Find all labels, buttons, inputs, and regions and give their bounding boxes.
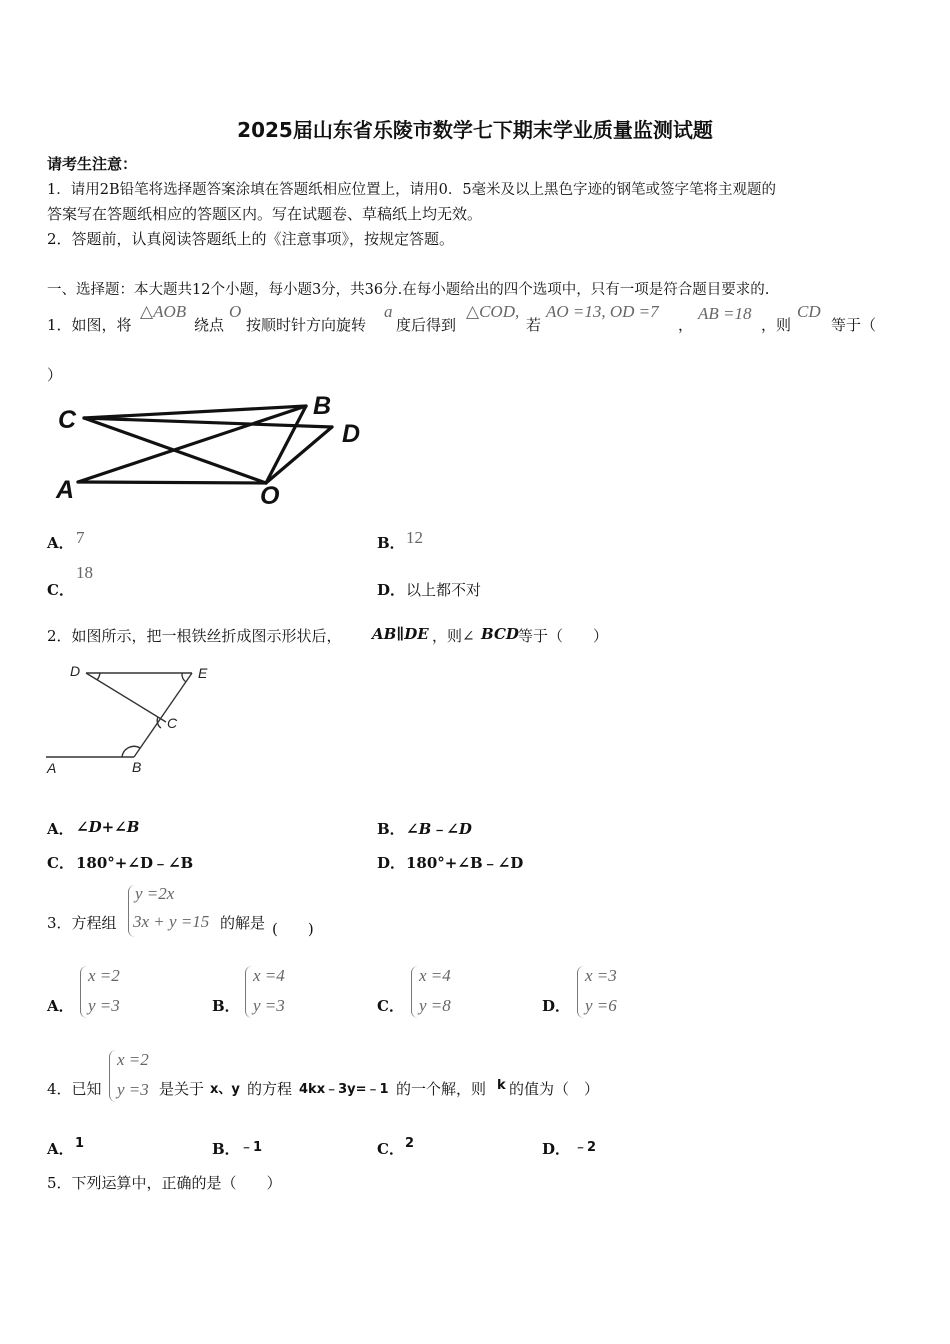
notice-heading: 请考生注意： bbox=[47, 155, 138, 173]
q2-text-b: ，则∠ bbox=[432, 627, 475, 645]
q2-segment-eb bbox=[134, 673, 192, 757]
q3-option-d-line-1: x =3 bbox=[585, 966, 617, 985]
q1-text-4: 若 bbox=[526, 316, 542, 334]
q1-comma: ， bbox=[678, 316, 694, 334]
question-5: 5．下列运算中，正确的是（ ） bbox=[47, 1174, 282, 1192]
q4-option-d-label: D． bbox=[542, 1140, 571, 1158]
notice-line-1: 1．请用2B铅笔将选择题答案涂填在答题纸相应位置上，请用0．5毫米及以上黑色字迹的钢笔或签字笔将主观题的 bbox=[47, 182, 777, 198]
q1-close-paren: ） bbox=[47, 366, 63, 384]
q4-tail-c: 的一个解，则 bbox=[396, 1080, 487, 1098]
q4-tail-a: 是关于 bbox=[159, 1080, 205, 1098]
q4-option-d-value: ﹣2 bbox=[574, 1140, 597, 1155]
q4-line-1: x =2 bbox=[117, 1050, 149, 1069]
q1-label-d: D bbox=[342, 420, 361, 448]
q1-triangle-cod: △COD, bbox=[466, 302, 520, 321]
q1-condition-1: AO =13, OD =7 bbox=[546, 302, 659, 321]
q2-angle-mark-e bbox=[182, 673, 186, 682]
q1-segment-ao bbox=[78, 482, 266, 483]
q2-option-c-value: 180°+∠D﹣∠B bbox=[76, 854, 194, 872]
q3-option-c-line-2: y =8 bbox=[419, 996, 451, 1015]
q4-option-b-label: B． bbox=[212, 1140, 240, 1158]
q1-prefix: 1．如图，将 bbox=[47, 316, 132, 334]
q3-option-d-line-2: y =6 bbox=[585, 996, 617, 1015]
q2-option-d-value: 180°+∠B﹣∠D bbox=[406, 854, 524, 872]
q1-figure bbox=[50, 390, 380, 515]
q3-prefix: 3．方程组 bbox=[47, 914, 117, 932]
q2-relation: AB∥DE bbox=[372, 625, 429, 643]
q4-variable-k: k bbox=[497, 1078, 506, 1093]
q1-option-b-value: 12 bbox=[406, 528, 423, 547]
q1-option-a-label: A． bbox=[47, 534, 74, 552]
q3-option-b-label: B． bbox=[212, 997, 240, 1015]
q1-point-o: O bbox=[229, 302, 242, 321]
q4-system-brace bbox=[109, 1050, 116, 1102]
q3-equation-1: y =2x bbox=[135, 884, 175, 903]
q1-option-c-label: C． bbox=[47, 581, 74, 599]
q4-option-b-value: ﹣1 bbox=[240, 1140, 263, 1155]
q3-option-b-brace bbox=[245, 966, 252, 1018]
q4-equation: 4kx﹣3y=﹣1 bbox=[299, 1082, 389, 1097]
q4-option-c-label: C． bbox=[377, 1140, 404, 1158]
q3-option-b-line-2: y =3 bbox=[253, 996, 285, 1015]
q1-triangle-aob: △AOB bbox=[140, 302, 187, 321]
q2-text-a: 2．如图所示，把一根铁丝折成图示形状后， bbox=[47, 627, 342, 645]
q4-tail-d: 的值为（ ） bbox=[509, 1080, 600, 1098]
q2-option-a-value: ∠D+∠B bbox=[76, 818, 140, 836]
q2-segment-dc bbox=[86, 673, 166, 722]
q1-segment-od bbox=[266, 427, 332, 483]
q1-label-a: A bbox=[56, 476, 75, 504]
notice-line-3: 2．答题前，认真阅读答题纸上的《注意事项》，按规定答题。 bbox=[47, 230, 455, 248]
q2-label-d: D bbox=[70, 663, 81, 679]
q3-tail: 的解是 bbox=[220, 914, 266, 932]
q2-option-d-label: D． bbox=[377, 854, 406, 872]
q4-option-a-value: 1 bbox=[75, 1136, 85, 1151]
q3-option-c-label: C． bbox=[377, 997, 404, 1015]
q2-text-c: 等于（ ） bbox=[518, 627, 609, 645]
q1-option-b-label: B． bbox=[377, 534, 405, 552]
q1-label-o: O bbox=[260, 482, 280, 510]
q2-angle-mark-d bbox=[97, 673, 100, 680]
q1-option-d-label: D． bbox=[377, 581, 406, 599]
q2-label-a: A bbox=[47, 760, 57, 776]
q3-option-a-brace bbox=[80, 966, 87, 1018]
q2-label-e: E bbox=[198, 665, 208, 681]
q3-paren: ( ) bbox=[272, 920, 314, 938]
q1-text-1: 绕点 bbox=[194, 316, 225, 334]
q4-prefix: 4．已知 bbox=[47, 1080, 102, 1098]
q2-label-c: C bbox=[167, 715, 178, 731]
q1-option-d-value: 以上都不对 bbox=[406, 581, 482, 599]
q1-angle-a: a bbox=[384, 302, 393, 321]
q1-option-a-value: 7 bbox=[76, 528, 85, 547]
q2-option-c-label: C． bbox=[47, 854, 74, 872]
q2-option-b-value: ∠B﹣∠D bbox=[406, 820, 472, 838]
page-title: 2025届山东省乐陵市数学七下期末学业质量监测试题 bbox=[237, 118, 713, 142]
q3-option-a-label: A． bbox=[47, 997, 74, 1015]
q3-option-c-brace bbox=[411, 966, 418, 1018]
q1-segment-cd: CD bbox=[797, 302, 821, 321]
q3-option-d-label: D． bbox=[542, 997, 571, 1015]
q3-option-b-line-1: x =4 bbox=[253, 966, 285, 985]
q2-option-a-label: A． bbox=[47, 820, 74, 838]
q2-option-b-label: B． bbox=[377, 820, 405, 838]
q4-option-a-label: A． bbox=[47, 1140, 74, 1158]
notice-line-2: 答案写在答题纸相应的答题区内。写在试题卷、草稿纸上均无效。 bbox=[47, 205, 483, 223]
q2-figure bbox=[40, 658, 230, 780]
q2-label-b: B bbox=[132, 759, 142, 775]
q3-option-a-line-2: y =3 bbox=[88, 996, 120, 1015]
section-heading: 一、选择题：本大题共12个小题，每小题3分，共36分.在每小题给出的四个选项中，只有一项是符合题目要求的. bbox=[47, 282, 770, 298]
q1-option-c-value: 18 bbox=[76, 563, 93, 582]
q4-xy: x、y bbox=[210, 1082, 240, 1097]
q4-line-2: y =3 bbox=[117, 1080, 149, 1099]
q1-label-b: B bbox=[313, 392, 332, 420]
q1-text-6: 等于（ bbox=[831, 316, 877, 334]
q3-option-c-line-1: x =4 bbox=[419, 966, 451, 985]
q1-condition-2: AB =18 bbox=[698, 304, 752, 323]
q4-option-c-value: 2 bbox=[405, 1136, 415, 1151]
q3-option-d-brace bbox=[577, 966, 584, 1018]
q1-text-5: ，则 bbox=[761, 316, 792, 334]
q1-label-c: C bbox=[58, 406, 77, 434]
q2-angle-bcd: BCD bbox=[481, 625, 519, 643]
q3-equation-2: 3x + y =15 bbox=[133, 912, 210, 931]
q1-text-2: 按顺时针方向旋转 bbox=[246, 316, 367, 334]
q1-text-3: 度后得到 bbox=[396, 316, 457, 334]
q3-option-a-line-1: x =2 bbox=[88, 966, 120, 985]
q4-tail-b: 的方程 bbox=[247, 1080, 293, 1098]
